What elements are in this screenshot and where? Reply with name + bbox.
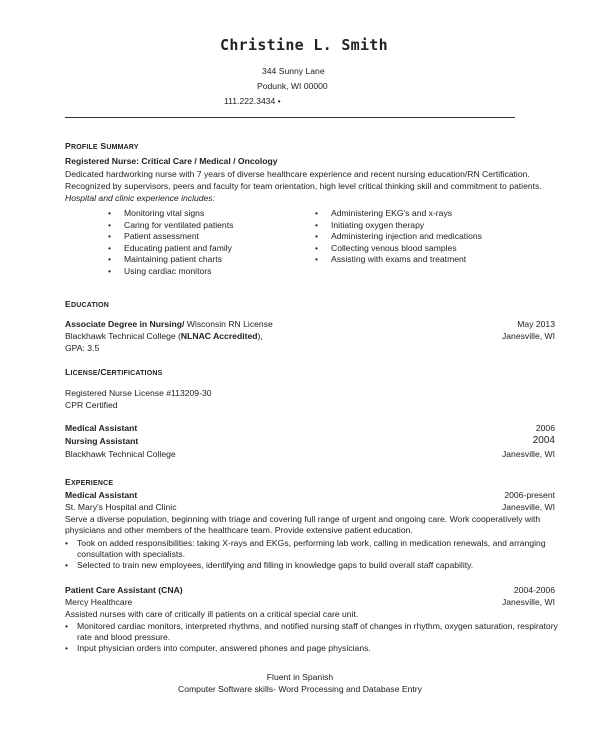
list-item: • Patient assessment (108, 231, 199, 241)
job-2-summary: Assisted nurses with care of critically ill patients on a critical special care unit. (65, 609, 359, 619)
job-1-location: Janesville, WI (501, 502, 555, 512)
profile-subtitle: Registered Nurse: Critical Care / Medical / Oncology (65, 156, 278, 166)
profile-italic-intro: Hospital and clinic experience includes: (65, 193, 215, 203)
cert-1-year: 2006 (535, 423, 555, 433)
list-item: • Administering injection and medications (315, 231, 482, 241)
address-city: Podunk, WI 00000 (257, 81, 328, 91)
gpa: GPA: 3.5 (65, 343, 100, 353)
school-location: Janesville, WI (501, 331, 555, 341)
school-line: Blackhawk Technical College (NLNAC Accredited), (65, 331, 263, 341)
job-1-dates: 2006-present (504, 490, 555, 500)
candidate-name: Christine L. Smith (220, 36, 388, 54)
list-item: • Using cardiac monitors (108, 265, 212, 276)
section-heading-license-certifications: LICENSE/CERTIFICATIONS (65, 367, 163, 377)
license-line-2: CPR Certified (65, 400, 118, 410)
cert-2-title: Nursing Assistant (65, 436, 139, 446)
address-street: 344 Sunny Lane (262, 66, 325, 76)
list-item: • Assisting with exams and treatment (315, 254, 467, 264)
list-item: • Monitored cardiac monitors, interpreted rhythms, and notified nursing staff of changes in rhythm, oxygen saturation, respiratory rate and blood pressure. (65, 621, 558, 643)
cert-2-year: 2004 (532, 435, 555, 446)
profile-line-1: Dedicated hardworking nurse with 7 years of diverse healthcare experience and recent nursing education/RN Certification. (65, 169, 530, 179)
cert-school: Blackhawk Technical College (65, 449, 176, 459)
cert-1-title: Medical Assistant (65, 423, 138, 433)
skills-list-left (108, 208, 234, 277)
job-1-bullets (65, 538, 565, 572)
list-item: • Maintaining patient charts (108, 254, 222, 264)
job-2-location: Janesville, WI (501, 597, 555, 607)
cert-location: Janesville, WI (501, 449, 555, 459)
job-1-employer: St. Mary's Hospital and Clinic (65, 502, 177, 512)
section-heading-profile-summary: PROFILE SUMMARY (65, 141, 139, 151)
list-item: • Initiating oxygen therapy (315, 219, 425, 230)
phone-number: 111.222.3434 • (224, 96, 281, 106)
section-heading-education: EDUCATION (65, 299, 109, 309)
license-line-1: Registered Nurse License #113209-30 (65, 388, 212, 398)
footer-software-skills: Computer Software skills- Word Processing and Database Entry (178, 684, 422, 694)
job-2-dates: 2004-2006 (513, 585, 555, 595)
section-heading-experience: EXPERIENCE (65, 477, 114, 487)
job-2-title: Patient Care Assistant (CNA) (65, 585, 183, 595)
job-2-employer: Mercy Healthcare (65, 597, 133, 607)
degree-line: Associate Degree in Nursing/ Wisconsin RN License (65, 319, 273, 329)
header-divider (65, 117, 515, 118)
profile-line-2: Recognized by supervisors, peers and faculty for team orientation, high level critical thinking skill and commitment to patients. (65, 181, 542, 191)
list-item: • Caring for ventilated patients (108, 219, 234, 230)
footer-language: Fluent in Spanish (266, 672, 334, 682)
job-2-bullets (65, 621, 565, 655)
list-item: • Collecting venous blood samples (315, 242, 457, 253)
list-item: • Administering EKG's and x-rays (315, 208, 453, 218)
degree-date: May 2013 (517, 319, 555, 329)
list-item: • Took on added responsibilities: taking X-rays and EKGs, performing lab work, calling in medication renewals, and arranging consultation with specialists. (65, 538, 546, 560)
list-item: • Selected to train new employees, identifying and filling in knowledge gaps to build overall staff capability. (65, 560, 474, 571)
list-item: • Monitoring vital signs (108, 208, 205, 218)
job-1-title: Medical Assistant (65, 490, 138, 500)
list-item: • Input physician orders into computer, answered phones and page physicians. (65, 643, 371, 654)
job-1-summary: Serve a diverse population, beginning with triage and covering full range of urgent and ongoing care. Work cooperatively with physicians and other members of the healthcare team. Provide extensive patient education. (65, 514, 541, 536)
skills-list-right (315, 208, 482, 266)
list-item: • Educating patient and family (108, 242, 232, 253)
